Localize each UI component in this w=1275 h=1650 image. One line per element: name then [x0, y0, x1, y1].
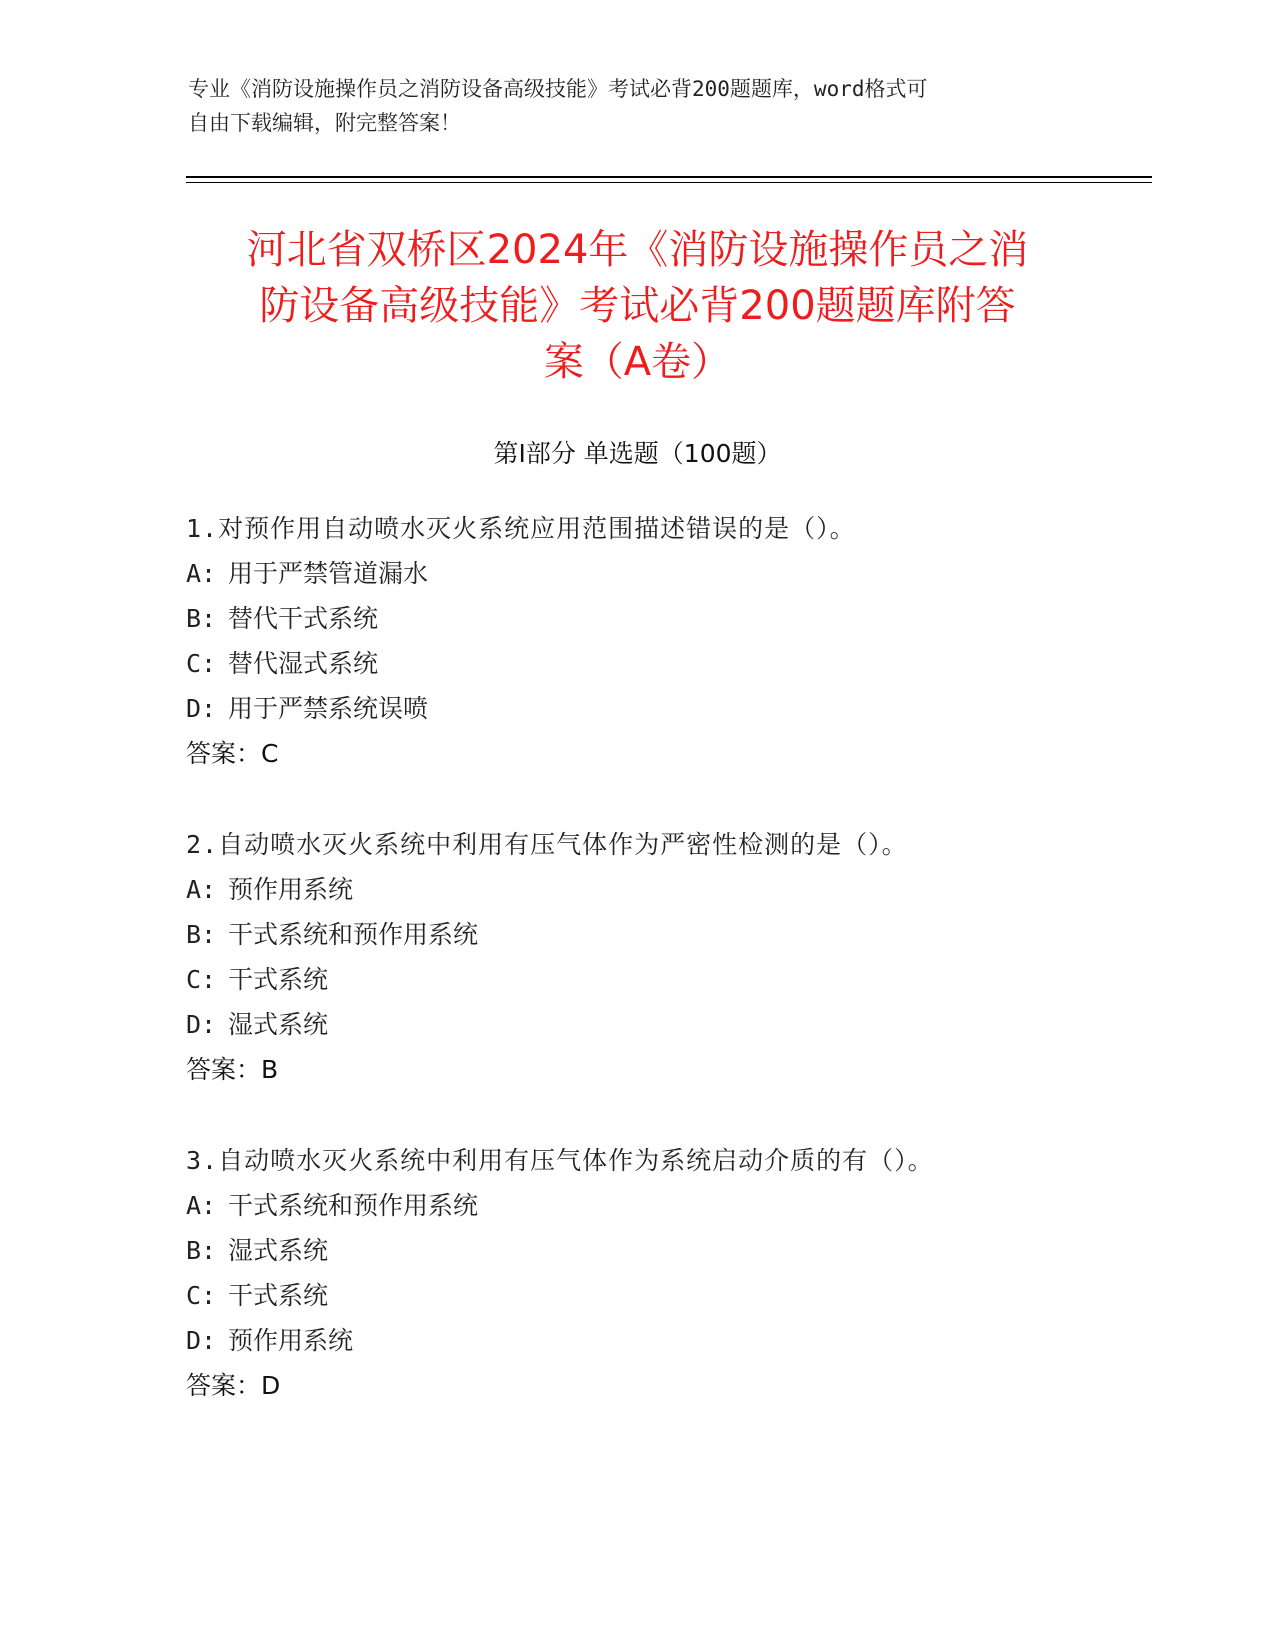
option-d: [186, 1002, 1146, 1047]
option-letter: B:: [186, 920, 217, 949]
header-divider-thick: [186, 176, 1152, 178]
option-letter: D:: [186, 1010, 217, 1039]
question-stem: 1.对预作用自动喷水灭火系统应用范围描述错误的是（）。: [186, 514, 856, 543]
answer-line: 答案：D: [186, 1371, 281, 1400]
option-d: [186, 1318, 1146, 1363]
option-text: 干式系统: [228, 965, 329, 994]
option-letter: C:: [186, 649, 217, 678]
option-letter: A:: [186, 1191, 217, 1220]
question-1: [186, 506, 1146, 776]
question-stem: 3.自动喷水灭火系统中利用有压气体作为系统启动介质的有（）。: [186, 1146, 934, 1175]
option-letter: B:: [186, 604, 217, 633]
option-text: 预作用系统: [228, 1326, 354, 1355]
option-b: [186, 1228, 1146, 1273]
option-text: 湿式系统: [228, 1010, 329, 1039]
option-text: 替代湿式系统: [228, 649, 379, 678]
title-line-2: 防设备高级技能》考试必背200题题库附答: [259, 283, 1016, 329]
option-b: [186, 596, 1146, 641]
option-text: 湿式系统: [228, 1236, 329, 1265]
option-text: 干式系统和预作用系统: [228, 1191, 479, 1220]
option-a: [186, 867, 1146, 912]
option-c: [186, 1273, 1146, 1318]
option-a: [186, 1183, 1146, 1228]
option-letter: B:: [186, 1236, 217, 1265]
answer-line: 答案：B: [186, 1055, 279, 1084]
option-letter: C:: [186, 965, 217, 994]
title-line-1: 河北省双桥区2024年《消防设施操作员之消: [246, 227, 1029, 273]
option-letter: D:: [186, 694, 217, 723]
option-text: 替代干式系统: [228, 604, 379, 633]
option-letter: A:: [186, 875, 217, 904]
option-d: [186, 686, 1146, 731]
question-3: [186, 1138, 1146, 1408]
option-c: [186, 641, 1146, 686]
option-text: 用于严禁系统误喷: [228, 694, 429, 723]
answer-line: 答案：C: [186, 739, 279, 768]
question-2: [186, 822, 1146, 1092]
option-text: 干式系统和预作用系统: [228, 920, 479, 949]
option-text: 用于严禁管道漏水: [228, 559, 429, 588]
document-title: [160, 222, 1115, 390]
option-b: [186, 912, 1146, 957]
option-text: 预作用系统: [228, 875, 354, 904]
document-header-note: [188, 72, 1088, 140]
option-c: [186, 957, 1146, 1002]
header-divider-thin: [186, 182, 1152, 183]
option-letter: A:: [186, 559, 217, 588]
question-stem: 2.自动喷水灭火系统中利用有压气体作为严密性检测的是（）。: [186, 830, 908, 859]
option-letter: D:: [186, 1326, 217, 1355]
option-text: 干式系统: [228, 1281, 329, 1310]
header-note-line-1: 专业《消防设施操作员之消防设备高级技能》考试必背200题题库，word格式可: [188, 77, 928, 101]
option-a: [186, 551, 1146, 596]
section-heading: 第Ⅰ部分 单选题（100题）: [493, 439, 782, 468]
title-line-3: 案（A卷）: [543, 339, 732, 385]
option-letter: C:: [186, 1281, 217, 1310]
header-note-line-2: 自由下载编辑，附完整答案！: [188, 111, 461, 135]
